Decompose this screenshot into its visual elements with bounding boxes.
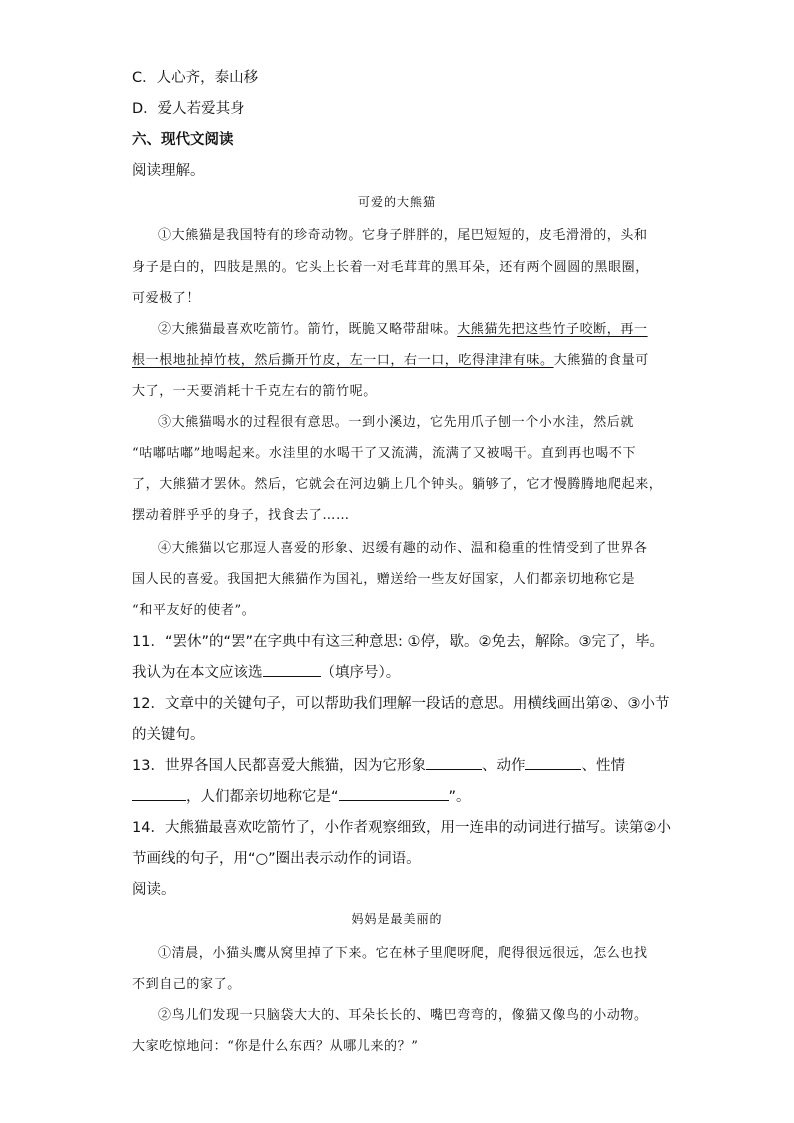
passage-line: ①大熊猫是我国特有的珍奇动物。它身子胖胖的，尾巴短短的，皮毛滑滑的，头和 xyxy=(158,228,648,243)
passage-line xyxy=(158,318,648,337)
passage-line: ①清晨，小猫头鹰从窝里掉了下来。它在林子里爬呀爬，爬得很远很远，怎么也找 xyxy=(158,946,648,961)
answer-blank[interactable] xyxy=(426,755,482,770)
passage-title: 妈妈是最美丽的 xyxy=(351,912,443,926)
underlined-sentence: 根一根地扯掉竹枝，然后撕开竹皮，左一口，右一口，吃得津津有味。 xyxy=(132,353,554,368)
question-13-cont xyxy=(132,785,471,806)
passage-line: 大家吃惊地问：“你是什么东西？从哪儿来的？” xyxy=(132,1039,419,1054)
passage-line: 摆动着胖乎乎的身子，找食去了…… xyxy=(132,508,350,523)
reading-prompt: 阅读。 xyxy=(132,882,176,898)
question-text: 、动作 xyxy=(481,758,526,774)
passage-line: 了，大熊猫才罢休。然后，它就会在河边躺上几个钟头。躺够了，它才慢腾腾地爬起来， xyxy=(132,477,663,492)
answer-blank[interactable] xyxy=(525,755,581,770)
plain-sentence: 大熊猫的食量可 xyxy=(553,353,649,368)
option-d: D．爱人若爱其身 xyxy=(132,101,245,117)
question-text: 、性情 xyxy=(581,758,625,774)
question-11: 11．“罢休”的“罢”在字典中有这三种意思: ①停，歇。②免去，解除。③完了，毕。 xyxy=(132,634,664,650)
section-heading: 六、现代文阅读 xyxy=(132,132,234,148)
passage-line: 可爱极了！ xyxy=(132,291,201,306)
underlined-sentence: 大熊猫先把这些竹子咬断，再一 xyxy=(457,322,648,337)
question-14-cont: 节画线的句子，用“○”圈出表示动作的词语。 xyxy=(132,851,421,867)
plain-sentence: ②大熊猫最喜欢吃箭竹。箭竹，既脆又略带甜味。 xyxy=(158,322,458,337)
option-c: C．人心齐，泰山移 xyxy=(132,70,259,86)
passage-line: ②鸟儿们发现一只脑袋大大的、耳朵长长的、嘴巴弯弯的，像猫又像鸟的小动物。 xyxy=(158,1008,648,1023)
answer-blank[interactable] xyxy=(339,786,449,801)
passage-title: 可爱的大熊猫 xyxy=(357,195,436,209)
question-text: ，人们都亲切地称它是“ xyxy=(186,789,339,805)
passage-line: ③大熊猫喝水的过程很有意思。一到小溪边，它先用爪子刨一个小水洼，然后就 xyxy=(158,415,635,430)
question-14: 14．大熊猫最喜欢吃箭竹了，小作者观察细致，用一连串的动词进行描写。读第②小 xyxy=(132,820,671,836)
question-12: 12．文章中的关键句子，可以帮助我们理解一段话的意思。用横线画出第②、③小节 xyxy=(132,696,670,712)
passage-line: 国人民的喜爱。我国把大熊猫作为国礼，赠送给一些友好国家，人们都亲切地称它是 xyxy=(132,572,636,587)
question-text: （填序号）。 xyxy=(320,665,401,681)
passage-line: “和平友好的使者”。 xyxy=(132,603,256,618)
question-text: ”。 xyxy=(448,789,471,805)
passage-line: 身子是白的，四肢是黑的。它头上长着一对毛茸茸的黑耳朵，还有两个圆圆的黑眼圈， xyxy=(132,260,649,275)
answer-blank[interactable] xyxy=(132,786,186,801)
question-13 xyxy=(132,754,625,775)
question-text: 我认为在本文应该选 xyxy=(132,665,263,681)
question-12-cont: 的关键句。 xyxy=(132,727,205,743)
passage-line: ④大熊猫以它那逗人喜爱的形象、迟缓有趣的动作、温和稳重的性情受到了世界各 xyxy=(158,541,648,556)
question-text: 13．世界各国人民都喜爱大熊猫，因为它形象 xyxy=(132,758,426,774)
passage-line: “咕嘟咕嘟”地喝起来。水洼里的水喝干了又流满，流满了又被喝干。直到再也喝不下 xyxy=(132,446,637,461)
reading-prompt: 阅读理解。 xyxy=(132,163,205,179)
passage-line: 大了，一天要消耗十千克左右的箭竹呢。 xyxy=(132,384,377,399)
passage-line: 不到自己的家了。 xyxy=(132,977,241,992)
question-11-answer-line xyxy=(132,661,400,682)
passage-line xyxy=(132,349,649,368)
answer-blank[interactable] xyxy=(263,662,321,677)
